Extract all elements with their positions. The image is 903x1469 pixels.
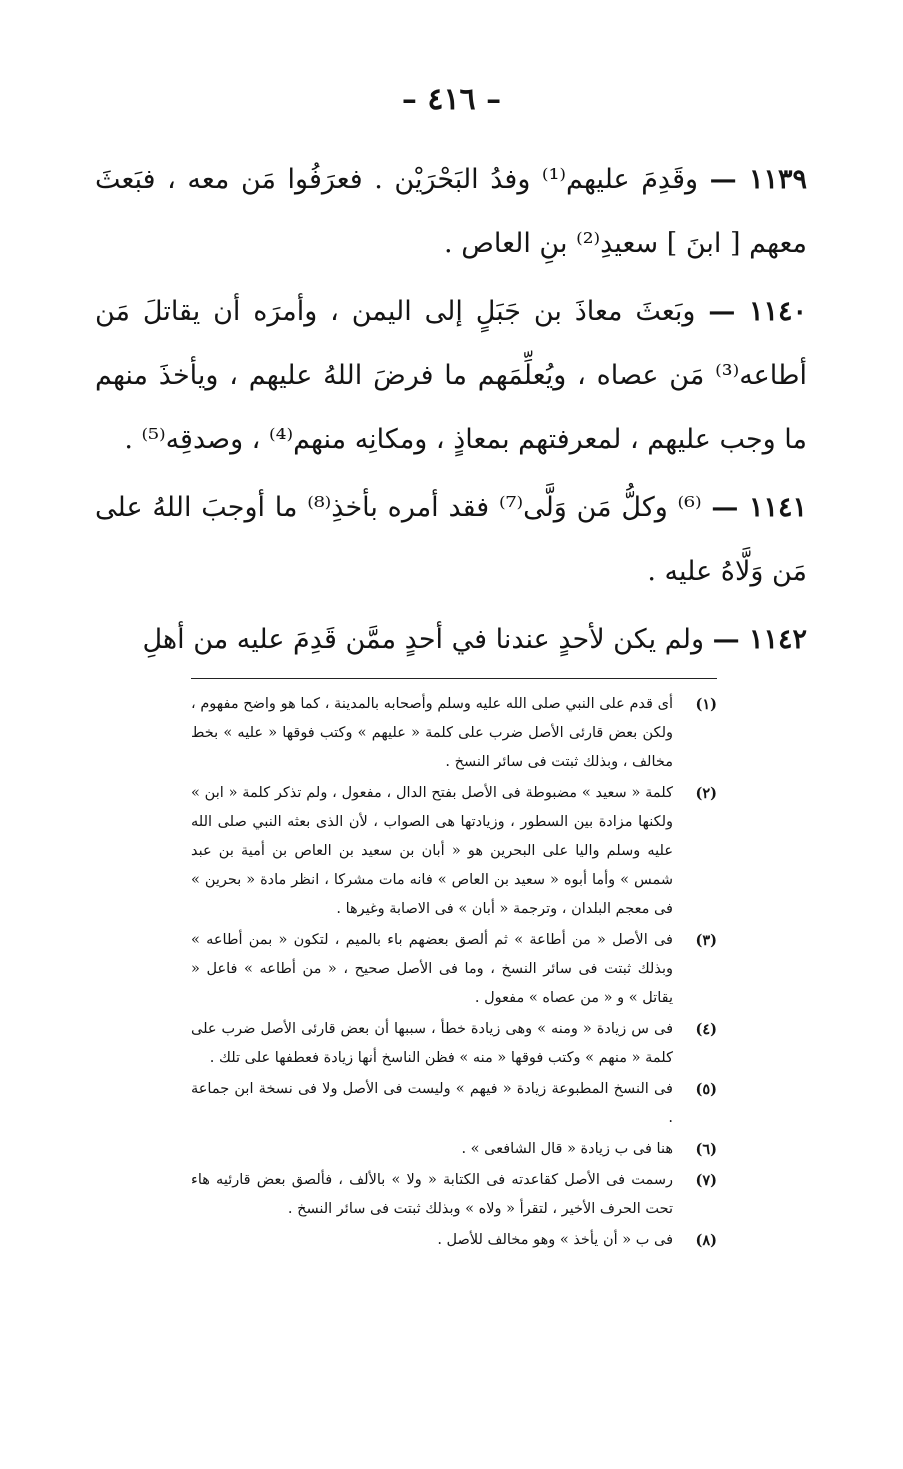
page-number: – ٤١٦ –: [401, 82, 502, 117]
paragraph-text: ولم يكن لأحدٍ عندنا في أحدٍ ممَّن قَدِمَ عليه من أهلِ: [142, 624, 704, 655]
footnote-8: [191, 1226, 717, 1255]
footnote-number: (٨): [695, 1232, 717, 1249]
paragraph-1141: [95, 476, 807, 604]
footnote-2: [191, 779, 717, 924]
footnote-number: (١): [695, 696, 717, 713]
footnote-number: (٤): [695, 1021, 717, 1038]
paragraph-text: وبَعثَ معاذَ بن جَبَلٍ إلى اليمن ، وأمرَه أن يقاتلَ مَن أطاعه⁽³⁾ مَن عصاه ، ويُعلِّمَهم ما فرضَ اللهُ عليهم ، ويأخذَ منهم ما وجب عليهم ، لمعرفتهم بمعاذٍ ، ومكانِه منهم⁽⁴⁾ ، وصدقِه⁽⁵⁾ .: [95, 296, 807, 455]
footnote-divider: [191, 678, 717, 679]
footnote-text: فى ب « أن يأخذ » وهو مخالف للأصل .: [437, 1232, 673, 1248]
footnote-text: كلمة « سعيد » مضبوطة فى الأصل بفتح الدال ، مفعول ، ولم تذكر كلمة « ابن » ولكنها مزادة بين السطور ، وزيادتها هى الصواب ، لأن الذى بعثه النبي صلى الله عليه وسلم واليا على البحرين هو « أبان بن سعيد بن العاص بن أمية بن عبد شمس » وأما أبوه « سعيد بن العاص » فانه مات مشركا ، انظر مادة « بحرين » فى معجم البلدان ، وترجمة « أبان » فى الاصابة وغيرها .: [191, 785, 673, 917]
footnote-number: (٦): [695, 1141, 717, 1158]
footnote-number: (٢): [695, 785, 717, 802]
footnote-text: أى قدم على النبي صلى الله عليه وسلم وأصحابه بالمدينة ، كما هو واضح مفهوم ، ولكن بعض قارئى الأصل ضرب على كلمة « عليهم » وكتب فوقها « عليه » بخط مخالف ، وبذلك ثبتت فى سائر النسخ .: [191, 696, 673, 770]
paragraph-number: ١١٤١ —: [711, 492, 807, 523]
paragraph-number: ١١٤٠ —: [708, 296, 807, 327]
footnote-text: فى س زيادة « ومنه » وهى زيادة خطأ ، سببها أن بعض قارئى الأصل ضرب على كلمة « منهم » وكتب فوقها « منه » فظن الناسخ أنها زيادة فعطفها على تلك .: [191, 1021, 673, 1066]
paragraph-text: وقَدِمَ عليهم⁽¹⁾ وفدُ البَحْرَيْن . فعرَفُوا مَن معه ، فبَعثَ معهم [ ابنَ ] سعيدِ⁽²⁾ بنِ العاص .: [95, 164, 807, 259]
footnote-text: فى الأصل « من أطاعة » ثم ألصق بعضهم باء بالميم ، لتكون « بمن أطاعه » وبذلك ثبتت فى سائر النسخ ، وما فى الأصل صحيح ، « من أطاعه » فاعل « يقاتل » و « من عصاه » مفعول .: [191, 932, 673, 1006]
footnote-text: هنا فى ب زيادة « قال الشافعى » .: [461, 1141, 673, 1157]
footnotes: [191, 690, 717, 1257]
footnote-text: فى النسخ المطبوعة زيادة « فيهم » وليست فى الأصل ولا فى نسخة ابن جماعة .: [191, 1081, 673, 1126]
footnote-4: [191, 1015, 717, 1073]
paragraph-1139: [95, 148, 807, 276]
footnote-1: [191, 690, 717, 777]
footnote-number: (٥): [695, 1081, 717, 1098]
footnote-6: [191, 1135, 717, 1164]
paragraph-number: ١١٣٩ —: [709, 164, 807, 195]
footnote-text: رسمت فى الأصل كقاعدته فى الكتابة « ولا » بالألف ، فألصق بعض قارئيه هاء تحت الحرف الأخير ، لتقرأ « ولاه » وبذلك ثبتت فى سائر النسخ .: [191, 1172, 673, 1217]
main-text: [95, 148, 807, 676]
paragraph-number: ١١٤٢ —: [712, 624, 807, 655]
footnote-number: (٧): [695, 1172, 717, 1189]
paragraph-1142: [95, 608, 807, 672]
footnote-7: [191, 1166, 717, 1224]
footnote-5: [191, 1075, 717, 1133]
paragraph-text: ⁽⁶⁾ وكلُّ مَن وَلَّى⁽⁷⁾ فقد أمره بأخذِ⁽⁸⁾ ما أوجبَ اللهُ على مَن وَلَّاهُ عليه .: [95, 492, 807, 587]
paragraph-1140: [95, 280, 807, 472]
footnote-3: [191, 926, 717, 1013]
footnote-number: (٣): [695, 932, 717, 949]
